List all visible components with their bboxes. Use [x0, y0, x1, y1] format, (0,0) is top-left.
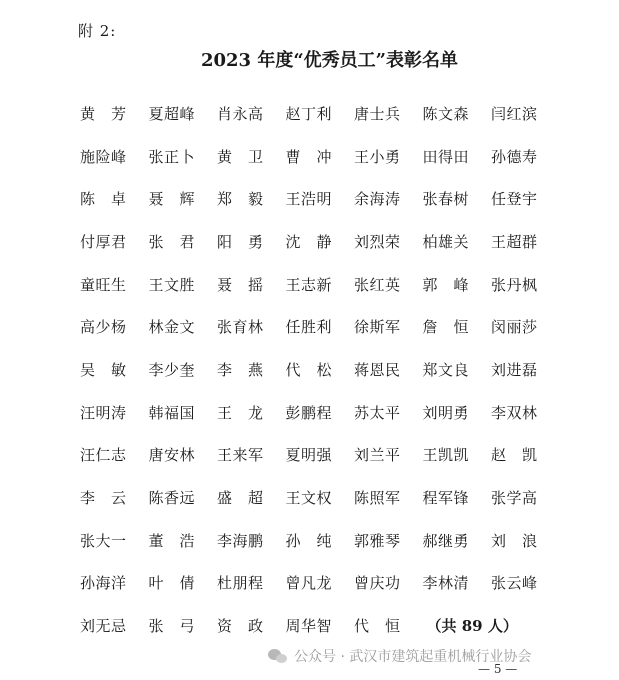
name-list-grid: [80, 92, 560, 647]
employee-name: 孙 纯: [285, 531, 333, 550]
employee-name: 付厚君: [80, 232, 127, 251]
employee-name: 代 松: [285, 360, 333, 379]
name-row: [80, 391, 560, 434]
employee-name: 李双林: [491, 403, 538, 422]
employee-name: 郑文良: [422, 360, 470, 379]
employee-name: 闫红滨: [491, 104, 538, 123]
employee-name: 李 云: [80, 489, 127, 508]
employee-name: 王文权: [285, 489, 333, 508]
total-count: （共 89 人）: [426, 617, 518, 636]
employee-name: 周华智: [285, 617, 333, 636]
employee-name: 刘烈荣: [354, 232, 401, 251]
name-row: [80, 434, 560, 477]
employee-name: 黄 芳: [80, 104, 127, 123]
name-row: [80, 177, 560, 220]
employee-name: 聂 辉: [148, 190, 196, 209]
employee-name: 曾凡龙: [285, 574, 333, 593]
employee-name: 刘 浪: [491, 531, 538, 550]
employee-name: 郑 毅: [217, 190, 264, 209]
employee-name: 詹 恒: [422, 318, 470, 337]
employee-name: 曾庆功: [354, 574, 401, 593]
employee-name: 陈 卓: [80, 190, 127, 209]
employee-name: 田得田: [422, 147, 470, 166]
employee-name: 阳 勇: [217, 232, 264, 251]
employee-name: 李 燕: [217, 360, 264, 379]
employee-name: 张 君: [148, 232, 196, 251]
wechat-icon: [268, 648, 288, 664]
employee-name: 夏明强: [285, 446, 333, 465]
employee-name: 闵丽莎: [491, 318, 538, 337]
employee-name: 余海涛: [354, 190, 401, 209]
employee-name: 王文胜: [148, 275, 196, 294]
employee-name: 赵丁利: [285, 104, 333, 123]
name-row: [80, 562, 560, 605]
employee-name: 曹 冲: [285, 147, 333, 166]
name-row: [80, 263, 560, 306]
employee-name: 孙德寿: [491, 147, 538, 166]
employee-name: 彭鹏程: [285, 403, 333, 422]
employee-name: 刘无忌: [80, 617, 127, 636]
employee-name: 王 龙: [217, 403, 264, 422]
name-row: [80, 604, 560, 647]
employee-name: 王志新: [285, 275, 333, 294]
employee-name: 刘兰平: [354, 446, 401, 465]
employee-name: 汪仁志: [80, 446, 127, 465]
name-row: [80, 305, 560, 348]
employee-name: 董 浩: [148, 531, 196, 550]
employee-name: 王浩明: [285, 190, 333, 209]
employee-name: 张育林: [217, 318, 264, 337]
employee-name: 张红英: [354, 275, 401, 294]
employee-name: 资 政: [217, 617, 264, 636]
watermark-text: 公众号 · 武汉市建筑起重机械行业协会: [294, 649, 532, 665]
employee-name: 李海鹏: [217, 531, 264, 550]
employee-name: 郭 峰: [422, 275, 470, 294]
employee-name: 盛 超: [217, 489, 264, 508]
employee-name: 刘进磊: [491, 360, 538, 379]
employee-name: 王凯凯: [422, 446, 470, 465]
employee-name: 黄 卫: [217, 147, 264, 166]
employee-name: 沈 静: [285, 232, 333, 251]
employee-name: 张 弓: [148, 617, 196, 636]
employee-name: 杜朋程: [217, 574, 264, 593]
employee-name: 陈文森: [422, 104, 470, 123]
name-row: [80, 92, 560, 135]
employee-name: 徐斯军: [354, 318, 401, 337]
name-row: [80, 476, 560, 519]
page-title: 2023 年度“优秀员工”表彰名单: [200, 50, 459, 71]
employee-name: 郝继勇: [422, 531, 470, 550]
page-number: — 5 —: [478, 662, 518, 676]
employee-name: 童旺生: [80, 275, 127, 294]
employee-name: 程军锋: [422, 489, 470, 508]
employee-name: 吴 敏: [80, 360, 127, 379]
employee-name: 蒋恩民: [354, 360, 401, 379]
employee-name: 林金文: [148, 318, 196, 337]
employee-name: 李林清: [422, 574, 470, 593]
employee-name: 张春树: [422, 190, 470, 209]
employee-name: 张学高: [491, 489, 538, 508]
employee-name: 夏超峰: [148, 104, 196, 123]
employee-name: 肖永高: [217, 104, 264, 123]
employee-name: 陈照军: [354, 489, 401, 508]
employee-name: 刘明勇: [422, 403, 470, 422]
name-row: [80, 220, 560, 263]
employee-name: 孙海洋: [80, 574, 127, 593]
employee-name: 唐安林: [148, 446, 196, 465]
employee-name: 聂 摇: [217, 275, 264, 294]
name-row: [80, 135, 560, 178]
employee-name: 王超群: [491, 232, 538, 251]
employee-name: 王小勇: [354, 147, 401, 166]
name-row: [80, 519, 560, 562]
employee-name: 代 恒: [354, 617, 401, 636]
employee-name: 张大一: [80, 531, 127, 550]
employee-name: 郭雅琴: [354, 531, 401, 550]
employee-name: 王来军: [217, 446, 264, 465]
employee-name: 柏雄关: [422, 232, 470, 251]
employee-name: 陈香远: [148, 489, 196, 508]
employee-name: 张正卜: [148, 147, 196, 166]
employee-name: 赵 凯: [491, 446, 538, 465]
employee-name: 李少奎: [148, 360, 196, 379]
employee-name: 唐士兵: [354, 104, 401, 123]
employee-name: 高少杨: [80, 318, 127, 337]
employee-name: 苏太平: [354, 403, 401, 422]
appendix-label: 附 2:: [78, 22, 117, 40]
employee-name: 叶 倩: [148, 574, 196, 593]
name-row: [80, 348, 560, 391]
employee-name: 汪明涛: [80, 403, 127, 422]
employee-name: 施险峰: [80, 147, 127, 166]
employee-name: 任胜利: [285, 318, 333, 337]
employee-name: 张丹枫: [491, 275, 538, 294]
employee-name: 任登宇: [491, 190, 538, 209]
employee-name: 张云峰: [491, 574, 538, 593]
employee-name: 韩福国: [148, 403, 196, 422]
